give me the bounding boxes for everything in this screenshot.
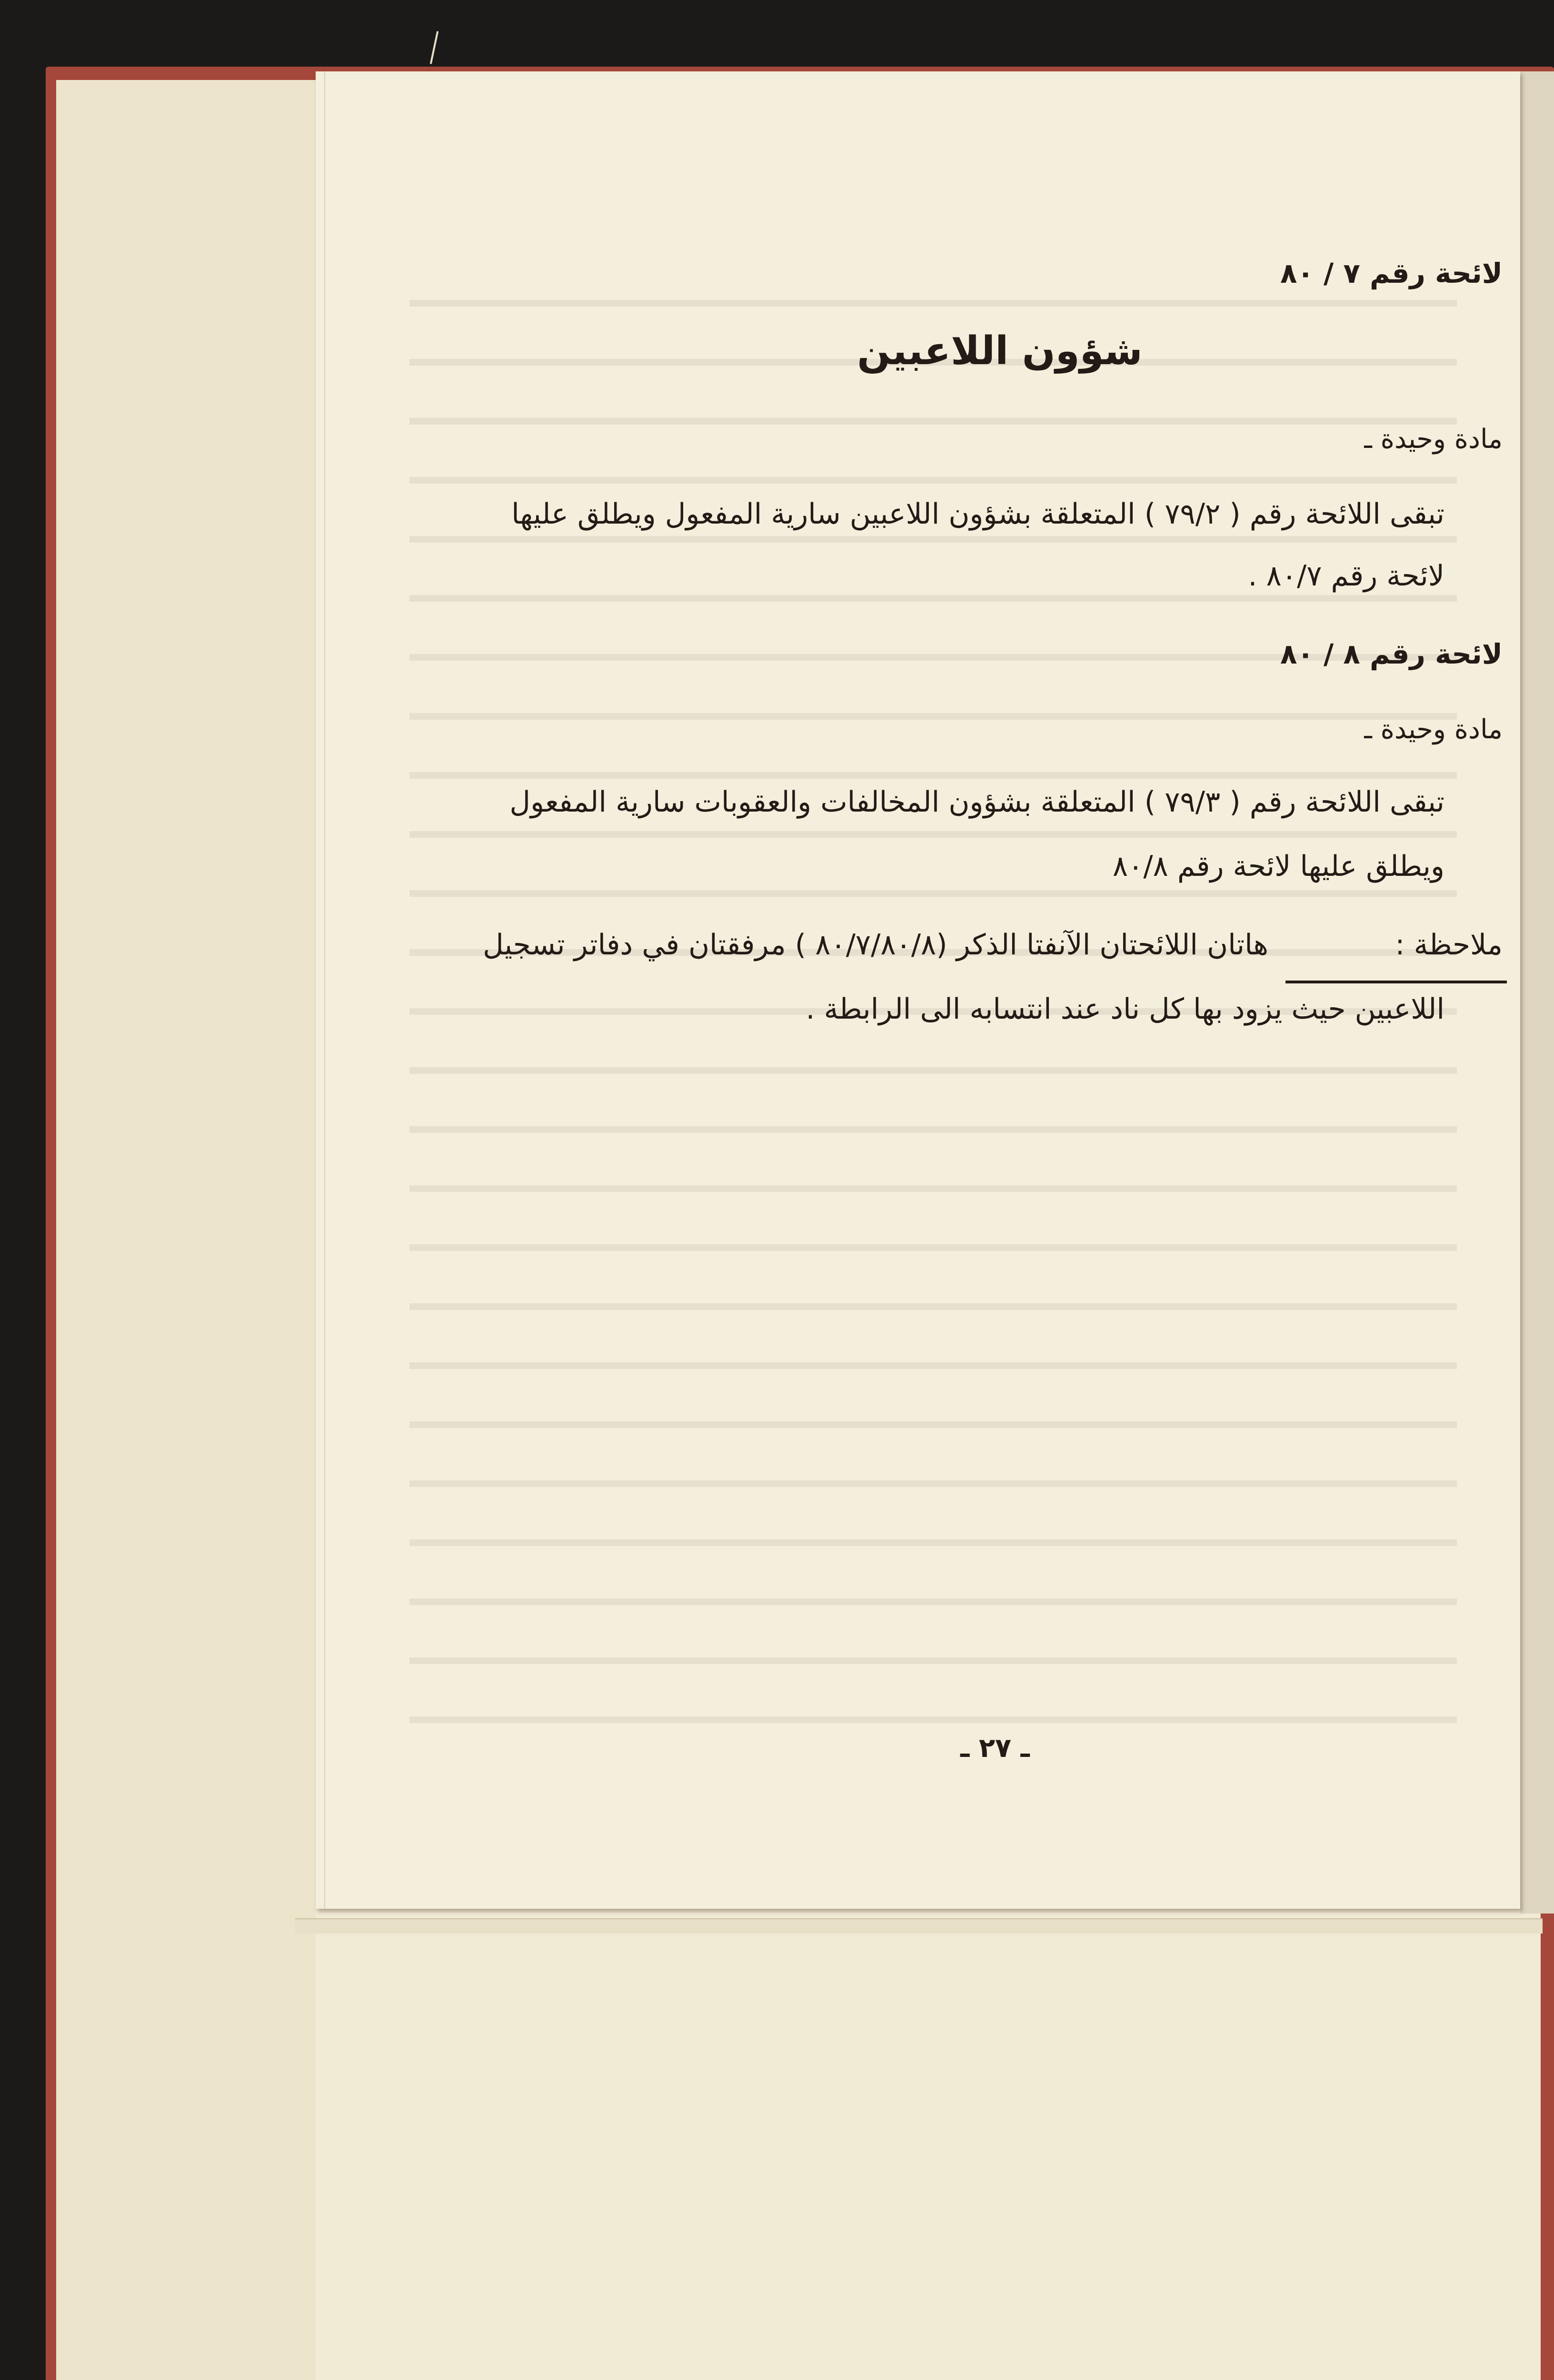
left-margin-strip: [56, 80, 316, 2380]
page-binding-edge: [316, 71, 325, 1909]
regulation-8-body-line-2: ويطلق عليها لائحة رقم ٨٠/٨: [1112, 850, 1444, 883]
note-label: ملاحظة :: [1395, 928, 1503, 962]
note-line-2: اللاعبين حيث يزود بها كل ناد عند انتسابه الى الرابطة .: [806, 992, 1444, 1026]
document-title: شؤون اللاعبين: [857, 328, 1143, 374]
page-number: ـ ٢٧ ـ: [960, 1733, 1030, 1764]
bottom-fold: [295, 1918, 1543, 1934]
regulation-7-article: مادة وحيدة ـ: [1364, 424, 1503, 455]
regulation-8-article: مادة وحيدة ـ: [1364, 714, 1503, 745]
regulation-7-heading: لائحة رقم ٧ / ٨٠: [1280, 257, 1503, 289]
next-leaf-edge: [1520, 71, 1554, 1914]
note-line-1: هاتان اللائحتان الآنفتا الذكر (٨٠/٧/٨٠/٨ ) مرفقتان في دفاتر تسجيل: [483, 928, 1268, 962]
note-label-underline: [1285, 981, 1507, 983]
regulation-8-body-line-1: تبقى اللائحة رقم ( ٧٩/٣ ) المتعلقة بشؤون المخالفات والعقوبات سارية المفعول: [509, 785, 1444, 819]
regulation-8-heading: لائحة رقم ٨ / ٨٠: [1280, 638, 1503, 670]
regulation-7-body-line-1: تبقى اللائحة رقم ( ٧٩/٢ ) المتعلقة بشؤون اللاعبين سارية المفعول ويطلق عليها: [511, 497, 1444, 531]
regulation-7-body-line-2: لائحة رقم ٨٠/٧ .: [1248, 559, 1444, 593]
